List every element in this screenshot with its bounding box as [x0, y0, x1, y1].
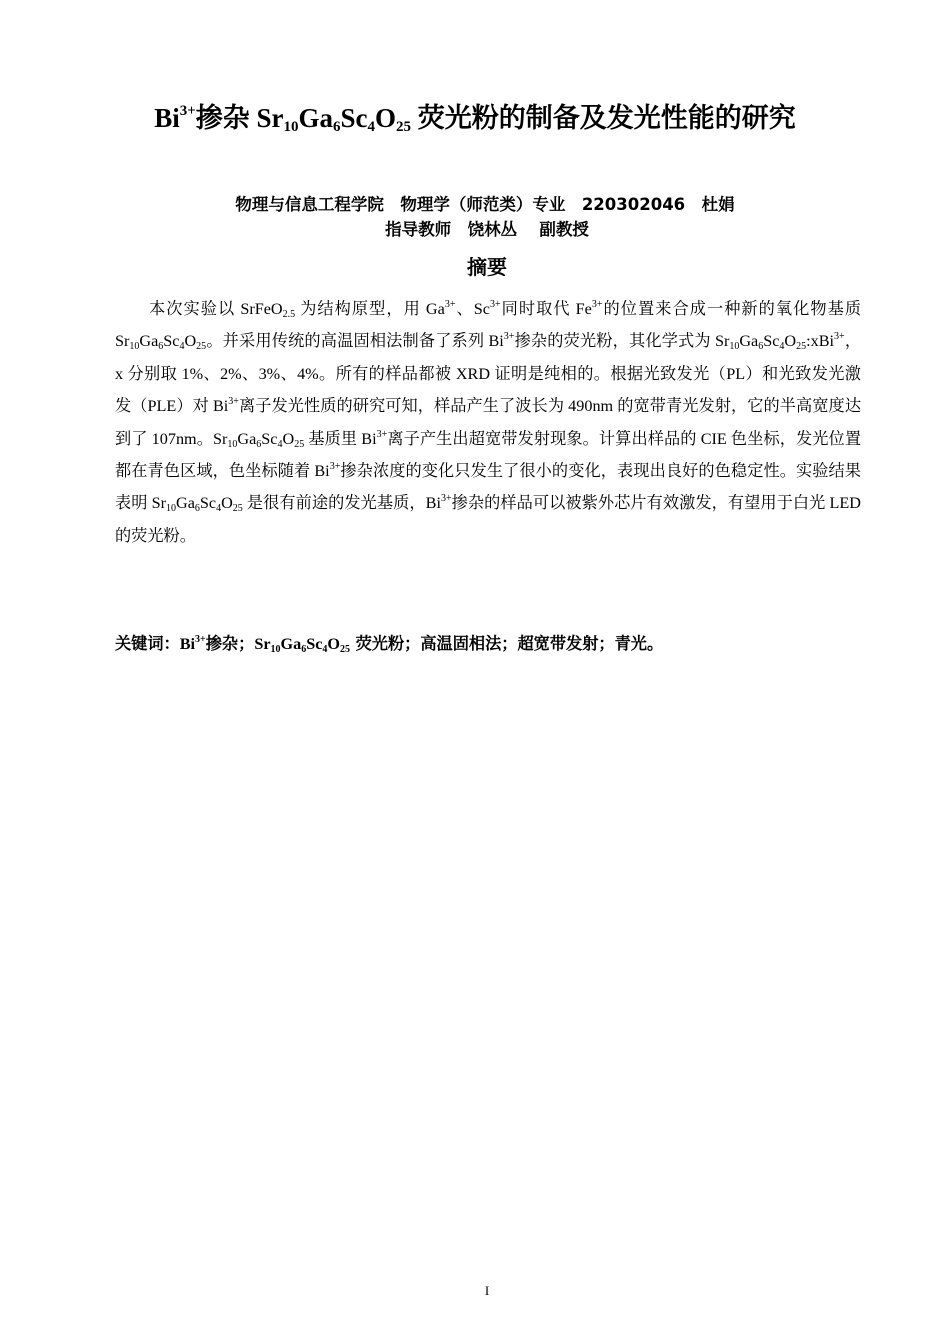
abstract-text: :xBi	[806, 332, 835, 351]
abstract-sup: 3+	[376, 428, 388, 440]
title-sub: 6	[333, 119, 341, 135]
abstract-sup: 3+	[591, 299, 603, 310]
abstract-text: Ga	[139, 332, 159, 351]
abstract-text: 同时取代 Fe	[500, 300, 592, 318]
keyword-text: O	[327, 635, 340, 653]
abstract-sup: 3+	[489, 299, 501, 310]
abstract-sup: 3+	[440, 493, 452, 505]
abstract-sub: 4	[779, 341, 785, 353]
title-part: 掺杂 Sr	[195, 103, 284, 133]
abstract-heading: 摘要	[467, 255, 507, 279]
abstract-sub: 4	[277, 438, 283, 450]
abstract-sub: 10	[729, 341, 740, 353]
keyword-sub: 6	[301, 644, 307, 655]
abstract-text: O	[184, 332, 197, 351]
title-part: Bi	[154, 103, 180, 133]
title-sub: 4	[367, 119, 376, 135]
abstract-sup: 3+	[228, 396, 239, 408]
abstract-sub: 10	[166, 503, 177, 515]
abstract-text: 。并采用传统的高温固相法制备了系列 Bi	[206, 332, 504, 351]
abstract-text: Ga	[739, 332, 759, 351]
abstract-sub: 25	[196, 341, 207, 353]
abstract-text: 掺杂的荧光粉，其化学式为 Sr	[514, 332, 730, 351]
title-part: O	[375, 103, 397, 133]
keyword-text: Sc	[306, 635, 323, 653]
abstract-text: Sc	[199, 494, 217, 513]
keyword-sub: 4	[322, 644, 328, 655]
keyword-text: Ga	[280, 635, 302, 653]
abstract-sup: 3+	[503, 331, 515, 343]
abstract-sub: 2.5	[282, 309, 296, 320]
abstract-text: ，x 分别取 1%、2%、3%、4%。所有的样品都被 XRD 证明是纯相的。根据光致发光（PL）和光致发光激发（PLE）对 Bi	[115, 332, 862, 416]
abstract-sub: 4	[179, 341, 185, 353]
author-affiliation-line: 物理与信息工程学院 物理学（师范类）专业 220302046 杜娟	[235, 195, 735, 214]
keyword-text: Bi	[179, 635, 196, 653]
abstract-text: 掺杂浓度的变化只发生了很小的变化，表现出良好的色稳定性。实验结果表明 Sr	[115, 462, 862, 513]
title-sub: 25	[396, 119, 412, 135]
abstract-text: 离子发光性质的研究可知，样品产生了波长为 490nm 的宽带青光发射，它的半高宽度达到了 107nm。Sr	[115, 397, 862, 448]
keyword-text: Sr	[254, 635, 271, 653]
title-sup: 3+	[179, 103, 196, 119]
abstract-text: Ga	[237, 429, 257, 448]
abstract-text: O	[221, 494, 233, 513]
abstract-sup: 3+	[834, 331, 845, 343]
abstract-text: Sc	[163, 332, 180, 351]
page-number: I	[484, 1283, 490, 1298]
abstract-sub: 10	[227, 438, 238, 450]
abstract-text: O	[282, 429, 295, 448]
title-sub: 10	[283, 119, 299, 135]
abstract-text: 离子产生出超宽带发射现象。计算出样品的 CIE 色坐标，发光位置都在青色区域，色坐标随着 Bi	[115, 429, 862, 481]
abstract-sub: 25	[796, 341, 807, 353]
abstract-sub: 10	[129, 341, 140, 353]
keyword-text: 掺杂；	[205, 634, 255, 653]
title-part: Sc	[340, 103, 368, 133]
title-part: 荧光粉的制备及发光性能的研究	[411, 103, 796, 133]
abstract-text: O	[784, 332, 797, 351]
keywords-line	[115, 630, 875, 654]
abstract-sup: 3+	[329, 461, 341, 473]
abstract-sub: 6	[256, 438, 262, 450]
paper-title	[0, 96, 950, 135]
abstract-sub: 4	[216, 503, 222, 515]
keyword-sup: 3+	[195, 634, 206, 645]
abstract-text: Sc	[261, 429, 278, 448]
abstract-text: 、Sc	[455, 300, 490, 318]
abstract-sub: 6	[194, 503, 200, 515]
title-part: Ga	[298, 103, 334, 133]
abstract-text: 的位置来合成一种新的氧化物基质 Sr	[115, 300, 862, 351]
advisor-line: 指导教师 饶林丛 副教授	[385, 220, 589, 239]
abstract-text: 本次实验以 SrFeO	[148, 300, 283, 318]
abstract-text: 是很有前途的发光基质，Bi	[242, 494, 441, 513]
abstract-text: 基质里 Bi	[304, 429, 377, 448]
abstract-sub: 6	[758, 341, 764, 353]
abstract-paragraph	[115, 293, 861, 552]
abstract-text: 掺杂的样品可以被紫外芯片有效激发，有望用于白光 LED 的荧光粉。	[115, 494, 861, 545]
abstract-sub: 25	[294, 438, 305, 450]
abstract-text: 为结构原型，用 Ga	[295, 300, 445, 318]
abstract-text: Ga	[176, 494, 195, 513]
abstract-sub: 6	[158, 341, 164, 353]
abstract-text: Sc	[763, 332, 780, 351]
keyword-text: 荧光粉；高温固相法；超宽带发射；青光。	[349, 634, 664, 653]
abstract-sup: 3+	[444, 299, 456, 310]
keyword-sub: 10	[270, 644, 281, 655]
keywords-label: 关键词：	[115, 634, 180, 653]
abstract-sub: 25	[232, 503, 243, 515]
keyword-sub: 25	[339, 644, 350, 655]
